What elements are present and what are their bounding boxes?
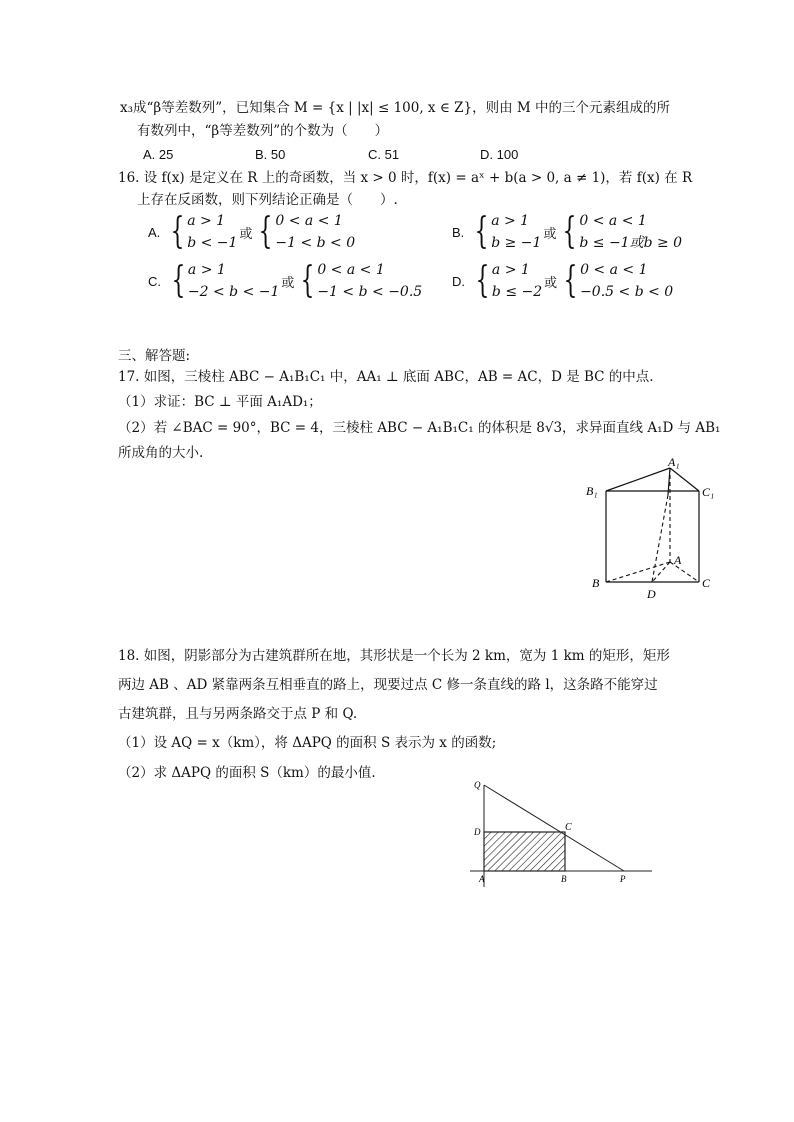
- q16-a-sys1-line1: a > 1: [187, 213, 226, 229]
- q16-option-c-label: C.: [148, 273, 161, 289]
- q18-line3: 古建筑群，且与另两条路交于点 P 和 Q.: [118, 706, 358, 722]
- q16-a-sys1-line2: b < −1: [187, 235, 238, 251]
- brace-icon: {: [301, 260, 315, 301]
- q16-b-sys1-line2: b ≥ −1: [491, 235, 542, 251]
- q16-a-sys2-line1: 0 < a < 1: [275, 213, 343, 229]
- brace-icon: {: [170, 211, 185, 252]
- brace-icon: {: [563, 211, 577, 252]
- label-c1: C₁: [702, 485, 715, 499]
- q16-d-sys2-line1: 0 < a < 1: [580, 262, 648, 278]
- q15-line1: x₃成“β等差数列”，已知集合 M = {x | |x| ≤ 100, x ∈ Z}，则由 M 中的三个元素组成的所: [120, 100, 670, 116]
- q17-part2b: 所成角的大小.: [118, 445, 204, 461]
- edge-a1c1: [670, 468, 699, 491]
- q16-c-sys1-line1: a > 1: [187, 262, 226, 278]
- or-text: 或: [544, 275, 558, 291]
- q18-line1: 18. 如图，阴影部分为古建筑群所在地，其形状是一个长为 2 km，宽为 1 km 的矩形，矩形: [118, 648, 670, 664]
- q15-option-b: B. 50: [255, 147, 286, 162]
- q16-a-sys2-line2: −1 < b < 0: [275, 235, 356, 251]
- q15-option-a: A. 25: [143, 147, 174, 162]
- brace-icon: {: [171, 260, 186, 301]
- or-text: 或: [543, 226, 557, 242]
- edge-a1d-dashed: [652, 495, 668, 582]
- q16-c-sys2-line1: 0 < a < 1: [317, 262, 385, 278]
- label-a: A: [479, 874, 485, 884]
- prism-figure: [580, 450, 720, 610]
- label-b: B: [561, 874, 567, 884]
- label-c: C: [702, 576, 711, 590]
- or-text: 或: [281, 275, 295, 291]
- q16-option-d: [452, 259, 673, 303]
- brace-icon: {: [474, 211, 489, 252]
- label-b1: B₁: [586, 484, 598, 498]
- brace-icon: {: [475, 260, 490, 301]
- label-d: D: [647, 587, 656, 601]
- q16-option-b-label: B.: [452, 224, 465, 240]
- q18-line2: 两边 AB 、AD 紧靠两条互相垂直的路上，现要过点 C 修一条直线的路 l，这条路不能穿过: [118, 677, 658, 693]
- q16-line1: 16. 设 f(x) 是定义在 R 上的奇函数，当 x > 0 时，f(x) = aˣ + b(a > 0, a ≠ 1)，若 f(x) 在 R: [118, 170, 693, 186]
- q16-d-sys1-line1: a > 1: [491, 262, 530, 278]
- q17-part1: （1）求证：BC ⊥ 平面 A₁AD₁；: [118, 394, 322, 410]
- q16-b-sys1-line1: a > 1: [491, 213, 530, 229]
- label-b: B: [592, 576, 600, 590]
- label-d: D: [474, 827, 481, 837]
- q18-part1: （1）设 AQ = x（km），将 ΔAPQ 的面积 S 表示为 x 的函数;: [118, 735, 497, 751]
- q16-c-sys1-line2: −2 < b < −1: [187, 284, 280, 300]
- label-a1: A₁: [668, 455, 680, 469]
- q18-part2: （2）求 ΔAPQ 的面积 S（km）的最小值.: [118, 765, 376, 781]
- edge-b1a1: [606, 468, 670, 491]
- brace-icon: {: [563, 260, 578, 301]
- q16-d-sys2-line2: −0.5 < b < 0: [580, 284, 674, 300]
- or-text: 或: [239, 226, 253, 242]
- label-p: P: [620, 874, 626, 884]
- label-c: C: [565, 822, 572, 833]
- label-q: Q: [474, 780, 481, 790]
- q15-option-c: C. 51: [368, 147, 400, 162]
- q15-option-d: D. 100: [480, 147, 519, 162]
- q16-c-sys2-line2: −1 < b < −0.5: [317, 284, 423, 300]
- label-a: A: [674, 553, 682, 567]
- q16-option-a: [148, 210, 355, 254]
- ancient-building-area: [484, 832, 565, 871]
- q16-option-b: [452, 210, 682, 254]
- q16-option-d-label: D.: [452, 273, 465, 289]
- q16-d-sys1-line2: b ≤ −2: [491, 284, 543, 300]
- q16-b-sys2-line1: 0 < a < 1: [579, 213, 647, 229]
- brace-icon: {: [259, 211, 273, 252]
- section-heading: 三、解答题:: [118, 348, 191, 364]
- q16-b-sys2-line2: b ≤ −1或b ≥ 0: [579, 235, 683, 251]
- rectangle-road-figure: [470, 775, 660, 895]
- q16-line2: 上存在反函数，则下列结论正确是（ ）.: [137, 192, 398, 208]
- q16-option-c: [148, 259, 422, 303]
- q17-line1: 17. 如图，三棱柱 ABC − A₁B₁C₁ 中，AA₁ ⊥ 底面 ABC，AB = AC，D 是 BC 的中点.: [118, 369, 654, 385]
- q17-part2a: （2）若 ∠BAC = 90°，BC = 4，三棱柱 ABC − A₁B₁C₁ 的体积是 8√3，求异面直线 A₁D 与 AB₁: [118, 420, 721, 436]
- q15-line2: 有数列中，“β等差数列”的个数为（ ）: [137, 123, 389, 139]
- q16-option-a-label: A.: [148, 224, 161, 240]
- edge-ab: [606, 562, 670, 582]
